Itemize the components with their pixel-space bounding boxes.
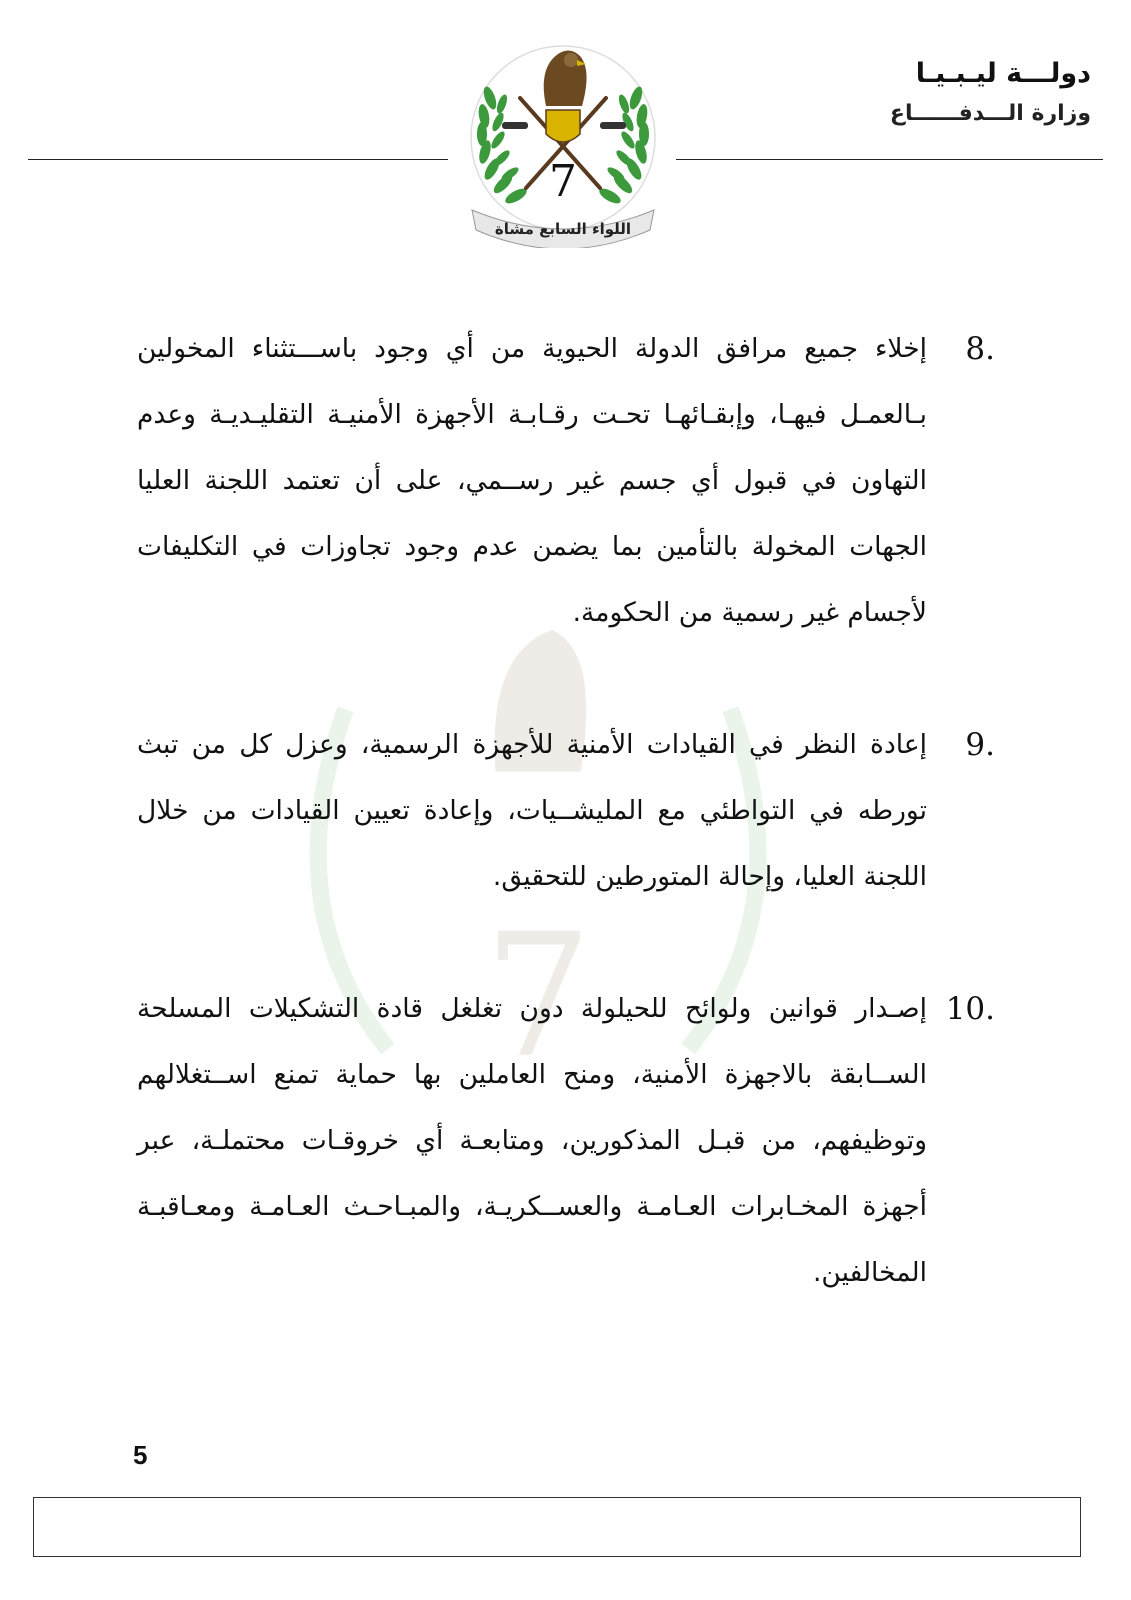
item-text: إخلاء جميع مرافق الدولة الحيوية من أي وجود باســـتثناء المخولين بـالعمـل فيهـا، وإبقـائهـا تحـت رقـابـة الأجهزة الأمنيـة التقليـديـة وعدم التهاون في قبول أي جسم غير رســمي، على أن تعتمد اللجنة العليا الجهات المخولة بالتأمين بما يضمن عدم وجود تجاوزات في التكليفات لأجسام غير رسمية من الحكومة. bbox=[137, 333, 927, 628]
header-titles bbox=[890, 55, 1091, 131]
item-number: 8. bbox=[965, 331, 995, 367]
page-number: 5 bbox=[133, 1440, 148, 1470]
header-rule-right bbox=[676, 159, 1103, 160]
header-rule-left bbox=[28, 159, 448, 160]
ministry-name: وزارة الـــدفــــــاع bbox=[889, 101, 1091, 126]
list-item bbox=[137, 712, 995, 910]
list-item bbox=[137, 316, 995, 646]
emblem-number: 7 bbox=[549, 156, 577, 207]
eagle-icon bbox=[544, 50, 587, 106]
list-item bbox=[137, 976, 995, 1306]
svg-text:7: 7 bbox=[483, 897, 593, 1096]
item-text: إصـدار قوانين ولوائح للحيلولة دون تغلغل قادة التشكيلات المسلحة الســابقة بالاجهزة الأمنية، ومنح العاملين بها حماية تمنع اســتغلالهم وتوظيفهم، من قبـل المذكورين، ومتابعـة أي خروقـات محتملـة، عبر أجهزة المخـابرات العـامـة والعســكريـة، والمبـاحـث العـامـة ومعـاقبـة المخالفين. bbox=[137, 993, 927, 1288]
item-number: 10. bbox=[945, 991, 995, 1027]
footer-box bbox=[33, 1497, 1081, 1557]
state-name: دولـــة ليـبـيـا bbox=[915, 58, 1091, 89]
shield-icon bbox=[546, 110, 580, 142]
brigade-emblem bbox=[450, 38, 676, 248]
item-text: إعادة النظر في القيادات الأمنية للأجهزة الرسمية، وعزل كل من تبث تورطه في التواطئي مع المليشــيات، وإعادة تعيين القيادات من خلال اللجنة العليا، وإحالة المتورطين للتحقيق. bbox=[137, 729, 927, 892]
emblem-ribbon-text: اللواء السابع مشاة bbox=[494, 220, 632, 238]
item-number: 9. bbox=[965, 727, 995, 763]
